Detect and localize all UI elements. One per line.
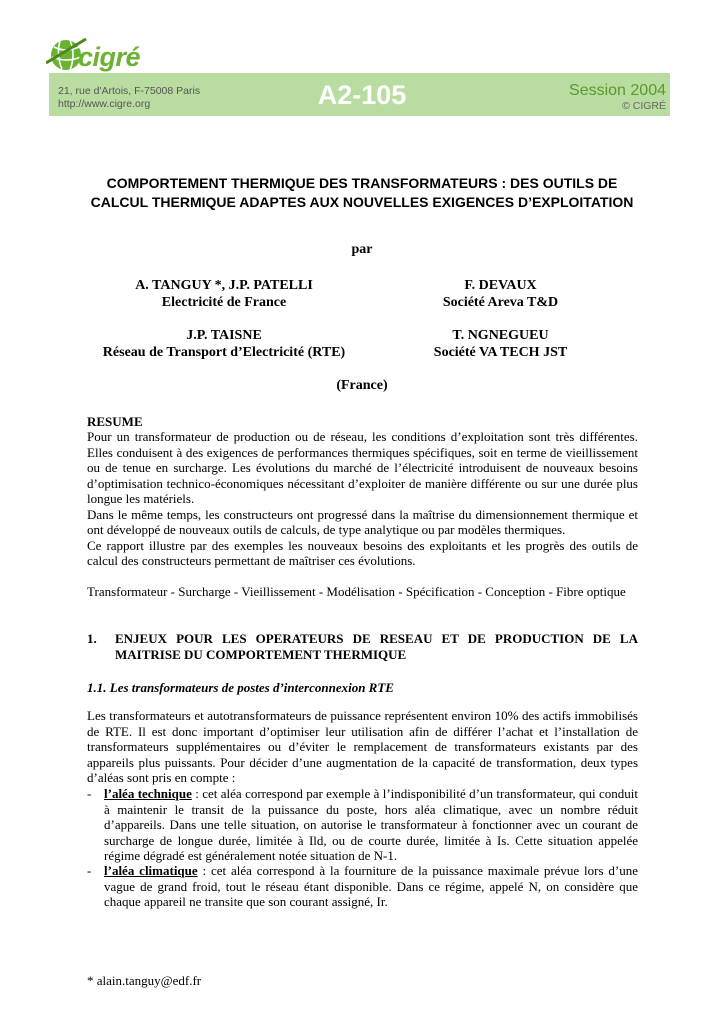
paper-code: A2-105 xyxy=(317,80,407,110)
address-line: 21, rue d'Artois, F-75008 Paris xyxy=(58,85,201,97)
subsection-heading: 1.1. Les transformateurs de postes d’interconnexion RTE xyxy=(87,680,394,695)
author-affiliation: Réseau de Transport d’Electricité (RTE) xyxy=(102,345,346,360)
resume-paragraph: Dans le même temps, les constructeurs ont progressé dans la maîtrise du dimensionnement thermique et ont développé de nouveaux outils de calculs, de type analytique ou par modèles thermiques. xyxy=(87,506,638,537)
country: (France) xyxy=(336,378,388,393)
author-name: T. NGNEGUEU xyxy=(452,328,549,343)
keywords: Transformateur - Surcharge - Vieillissement - Modélisation - Spécification - Conception - Fibre optique xyxy=(87,584,626,599)
list-item-body: : cet aléa correspond par exemple à l’indisponibilité d’un transformateur, qui conduit à maintenir le transit de la puissance du poste, hors aléa climatique, avec un nombre réduit d’appareils. Dans une telle situation, on autorise le transformateur à fonctionner avec un courant de surcharge de longue durée, limitée à Ild, ou de courte durée, limitée à Is. Cette situation appelée régime dégradé est généralement notée situation de N-1. xyxy=(104,786,638,863)
list-item xyxy=(87,786,638,864)
body-paragraph: Les transformateurs et autotransformateurs de puissance représentent environ 10% des actifs immobilisés de RTE. Il est donc important d’optimiser leur utilisation afin de différer l’achat et l’installation de transformateurs supplémentaires ou d’éviter le remplacement de transformateurs existants par des appareils plus puissants. Pour décider d’une augmentation de la capacité de transformation, deux types d’aléas sont pris en compte : xyxy=(87,708,638,785)
author-block xyxy=(398,277,603,311)
resume-paragraph: Ce rapport illustre par des exemples les nouveaux besoins des exploitants et les progrès des outils de calcul des constructeurs permettant de maîtriser ces évolutions. xyxy=(87,537,638,568)
footnote-email: * alain.tanguy@edf.fr xyxy=(87,973,202,988)
author-affiliation: Electricité de France xyxy=(161,295,287,310)
section-title: ENJEUX POUR LES OPERATEURS DE RESEAU ET DE PRODUCTION DE LA MAITRISE DU COMPORTEMENT THERMIQUE xyxy=(115,631,638,662)
list-dash: - xyxy=(87,863,92,878)
resume-heading: RESUME xyxy=(87,414,143,429)
list-item-key: l’aléa technique xyxy=(104,786,192,801)
session-year: Session 2004 xyxy=(569,82,666,99)
author-name: A. TANGUY *, J.P. PATELLI xyxy=(135,278,313,293)
author-block xyxy=(86,277,362,311)
paper-title: COMPORTEMENT THERMIQUE DES TRANSFORMATEURS : DES OUTILS DE CALCUL THERMIQUE ADAPTES AUX NOUVELLES EXIGENCES D’EXPLOITATION xyxy=(90,175,634,210)
list-item-text xyxy=(104,863,638,910)
website-link[interactable]: http://www.cigre.org xyxy=(58,97,151,110)
author-name: F. DEVAUX xyxy=(464,278,537,293)
resume-text xyxy=(87,429,638,569)
author-block xyxy=(86,327,362,361)
list-item xyxy=(87,863,638,910)
resume-paragraph: Pour un transformateur de production ou de réseau, les conditions d’exploitation sont très différentes. Elles conduisent à des exigences de performances thermiques spécifiques, soit en terme de vieillissement ou de tenue en surcharge. Les évolutions du marché de l’électricité introduisent de nouveaux besoins d’optimisation technico-économiques nécessitant d’exploiter de manière différente ou sur une durée plus longue les matériels. xyxy=(87,429,638,506)
logo-wordmark: cigré xyxy=(78,42,141,72)
section-heading xyxy=(87,631,638,662)
author-block xyxy=(398,327,603,361)
copyright: © CIGRÉ xyxy=(622,100,666,112)
by-label: par xyxy=(351,242,373,257)
author-affiliation: Société VA TECH JST xyxy=(433,345,568,360)
session-info xyxy=(569,82,666,112)
author-name: J.P. TAISNE xyxy=(186,328,262,343)
list-item-body: : cet aléa correspond à la fourniture de la puissance maximale prévue lors d’une vague de grand froid, tout le réseau étant disponible. Dans ce régime, appelé N, on considère que chaque appareil ne transite que son courant assigné, Ir. xyxy=(104,863,638,909)
list-item-text xyxy=(104,786,638,864)
list-dash: - xyxy=(87,786,92,801)
author-affiliation: Société Areva T&D xyxy=(442,295,559,310)
section-number: 1. xyxy=(87,631,97,646)
list-item-key: l’aléa climatique xyxy=(104,863,198,878)
